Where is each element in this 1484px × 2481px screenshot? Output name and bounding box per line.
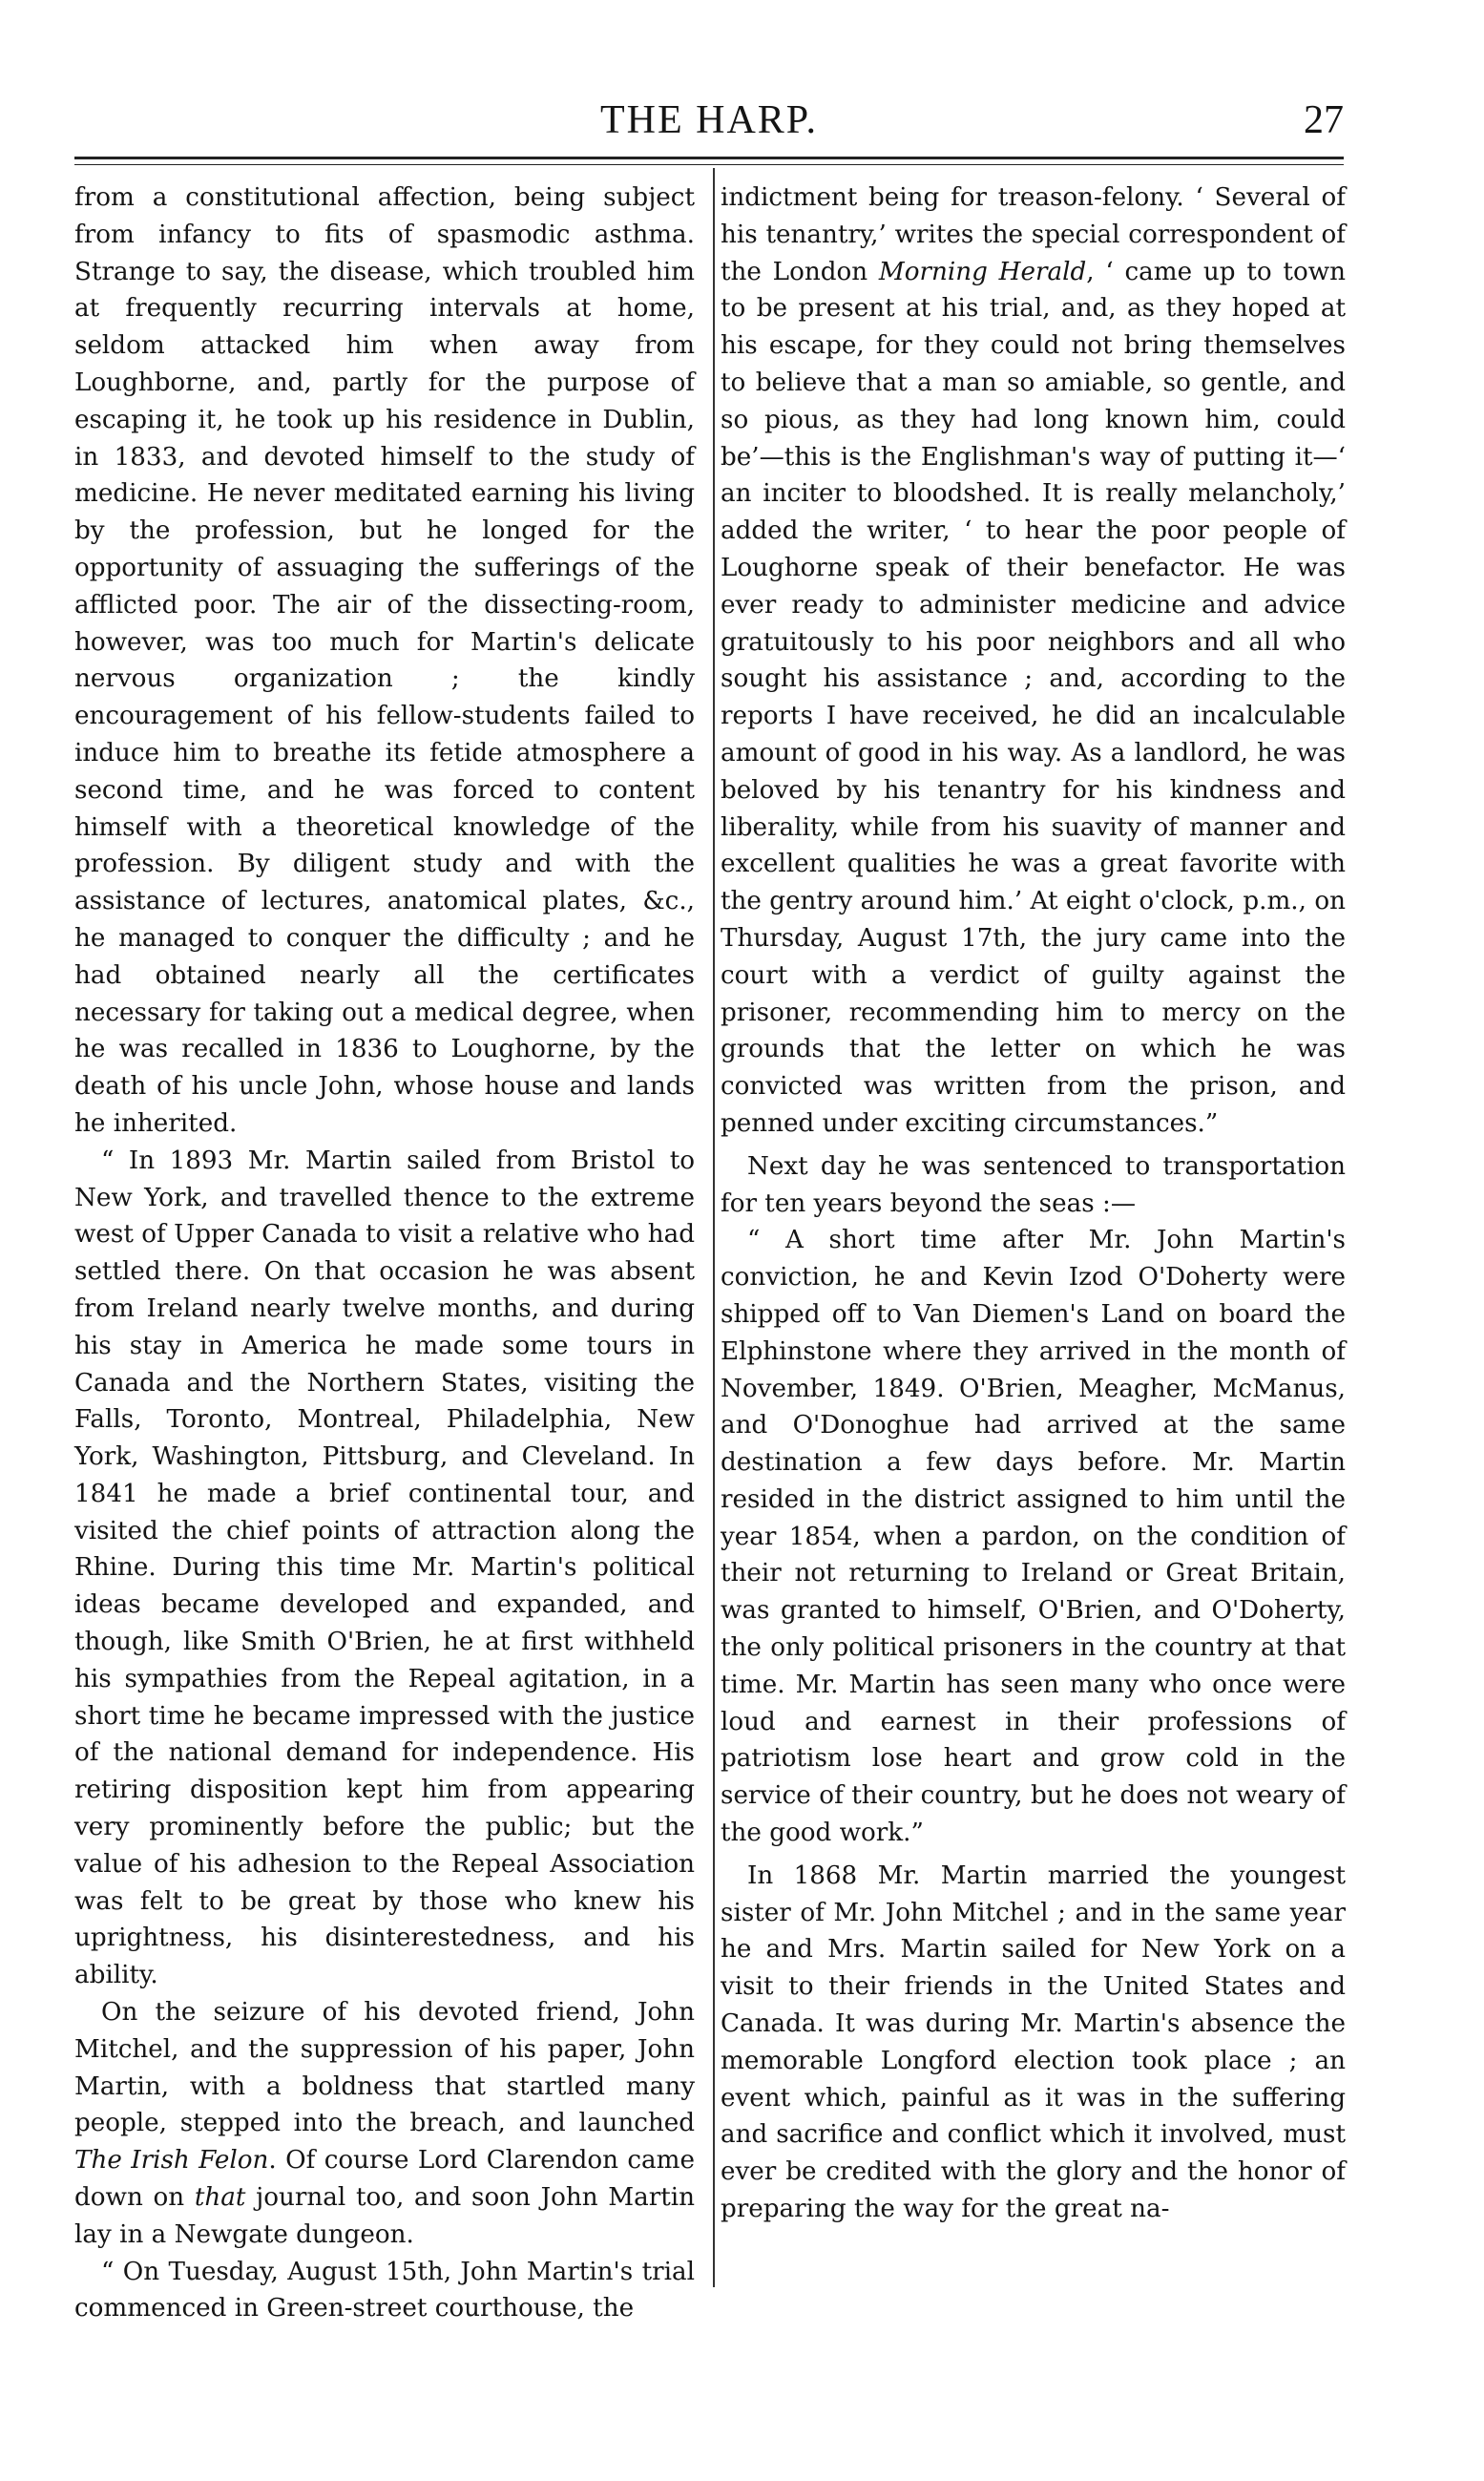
paragraph: “ A short time after Mr. John Martin's conviction, he and Kevin Izod O'Doherty were shipped off to Van Diemen's Land on board the Elphinstone where they arrived in the month of November, 1849. O'Brien, Meagher, McManus, and O'Donoghue had arrived at the same destination a few days before. Mr. Martin resided in the district assigned to him until the year 1854, when a pardon, on the condition of their not returning to Ireland or Great Britain, was granted to himself, O'Brien, and O'Doherty, the only political prisoners in the country at that time. Mr. Martin has seen many who once were loud and earnest in their professions of patriotism lose heart and grow cold in the service of their country, but he does not weary of the good work.” [721,1226,1346,1848]
left-column [74,179,695,2327]
paragraph: Next day he was sentenced to transportation for ten years beyond the seas :— [721,1151,1346,1218]
header-rule-thick [74,157,1344,159]
magazine-title: THE HARP. [599,98,819,142]
paragraph: On the seizure of his devoted friend, John Mitchel, and the suppression of his paper, John Martin, with a boldness that startled many people, stepped into the breach, and launched The Irish Felon. Of course Lord Clarendon came down on that journal too, and soon John Martin lay in a Newgate dungeon. [74,1998,696,2249]
page-header [74,97,1344,155]
header-rule-thin [74,164,1344,165]
paragraph: indictment being for treason-felony. ‘ Several of his tenantry,’ writes the special correspondent of the London Morning Herald, ‘ came up to town to be present at his trial, and, as they hoped at his escape, for they could not bring themselves to believe that a man so amiable, so gentle, and so pious, as they had long known him, could be’—this is the Englishman's way of putting it—‘ an inciter to bloodshed. It is really melancholy,’ added the writer, ‘ to hear the poor people of Loughorne speak of their benefactor. He was ever ready to administer medicine and advice gratuitously to his poor neighbors and all who sought his assistance ; and, according to the reports I have received, he did an incalculable amount of good in his way. As a landlord, he was beloved by his tenantry for his kindness and liberality, while from his suavity of manner and excellent qualities he was a great favorite with the gentry around him.’ At eight o'clock, p.m., on Thursday, August 17th, the jury came into the court with a verdict of guilty against the prisoner, recommending him to mercy on the grounds that the letter on which he was convicted was written from the prison, and penned under exciting circumstances.” [721,183,1346,1138]
paragraph: from a constitutional affection, being subject from infancy to fits of spasmodic asthma. Strange to say, the disease, which troubled him at frequently recurring intervals at home, seldom attacked him when away from Loughborne, and, partly for the purpose of escaping it, he took up his residence in Dublin, in 1833, and devoted himself to the study of medicine. He never meditated earning his living by the profession, but he longed for the opportunity of assuaging the sufferings of the afflicted poor. The air of the dissecting-room, however, was too much for Martin's delicate nervous organization ; the kindly encouragement of his fellow-students failed to induce him to breathe its fetide atmosphere a second time, and he was forced to content himself with a theoretical knowledge of the profession. By diligent study and with the assistance of lectures, anatomical plates, &c., he managed to conquer the difficulty ; and he had obtained nearly all the certificates necessary for taking out a medical degree, when he was recalled in 1836 to Loughorne, by the death of his uncle John, whose house and lands he inherited. [74,183,695,1138]
italic-title: Morning Herald [878,257,1087,286]
page-number: 27 [1304,98,1344,142]
column-divider [713,168,715,2287]
italic-word: that [194,2183,246,2213]
paragraph: “ On Tuesday, August 15th, John Martin's trial commenced in Green-street courthouse, the [74,2257,695,2323]
paragraph: “ In 1893 Mr. Martin sailed from Bristol to New York, and travelled thence to the extreme west of Upper Canada to visit a relative who had settled there. On that occasion he was absent from Ireland nearly twelve months, and during his stay in America he made some tours in Canada and the Northern States, visiting the Falls, Toronto, Montreal, Philadelphia, New York, Washington, Pittsburg, and Cleveland. In 1841 he made a brief continental tour, and visited the chief points of attraction along the Rhine. During this time Mr. Martin's political ideas became developed and expanded, and though, like Smith O'Brien, he at first withheld his sympathies from the Repeal agitation, in a short time he became impressed with the justice of the national demand for independence. His retiring disposition kept him from appearing very prominently before the public; but the value of his adhesion to the Repeal Association was felt to be great by those who knew his uprightness, his disinterestedness, and his ability. [74,1146,695,1990]
paragraph: In 1868 Mr. Martin married the youngest sister of Mr. John Mitchel ; and in the same year he and Mrs. Martin sailed for New York on a visit to their friends in the United States and Canada. It was during Mr. Martin's absence the memorable Longford election took place ; an event which, painful as it was in the suffering and sacrifice and conflict which it involved, must ever be credited with the glory and the honor of preparing the way for the great na- [721,1861,1346,2224]
right-column [721,179,1346,2228]
italic-title: The Irish Felon [74,2146,269,2176]
